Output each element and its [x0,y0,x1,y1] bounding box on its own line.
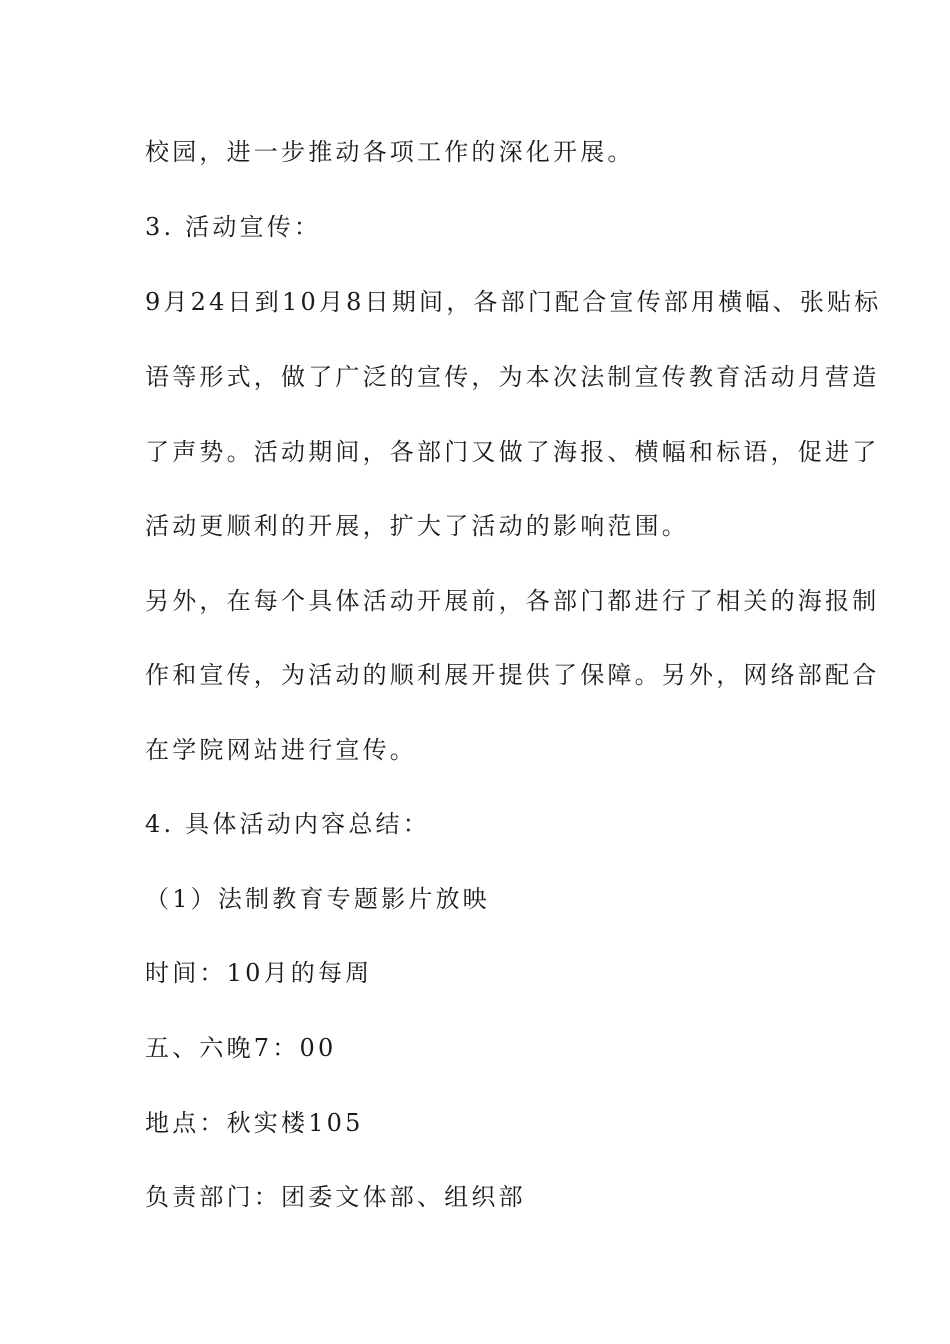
paragraph-line: 语等形式，做了广泛的宣传，为本次法制宣传教育活动月营造 [145,363,880,391]
detail-time: 时间：10月的每周 [145,959,373,987]
detail-time-continued: 五、六晚7：00 [145,1034,337,1062]
section-heading-publicity: 3. 活动宣传： [145,213,322,241]
paragraph-line: 作和宣传，为活动的顺利展开提供了保障。另外，网络部配合 [145,661,880,689]
paragraph-line: 另外，在每个具体活动开展前，各部门都进行了相关的海报制 [145,587,880,615]
paragraph-line: 活动更顺利的开展，扩大了活动的影响范围。 [145,512,689,540]
paragraph-line: 了声势。活动期间，各部门又做了海报、横幅和标语，促进了 [145,438,880,466]
section-heading-activities: 4. 具体活动内容总结： [145,810,430,838]
paragraph-line: 在学院网站进行宣传。 [145,736,417,764]
paragraph-line: 9月24日到10月8日期间，各部门配合宣传部用横幅、张贴标 [145,288,882,316]
subsection-heading: （1）法制教育专题影片放映 [145,885,490,913]
detail-location: 地点：秋实楼105 [145,1109,364,1137]
paragraph-line: 校园，进一步推动各项工作的深化开展。 [145,138,635,166]
detail-department: 负责部门：团委文体部、组织部 [145,1183,526,1211]
